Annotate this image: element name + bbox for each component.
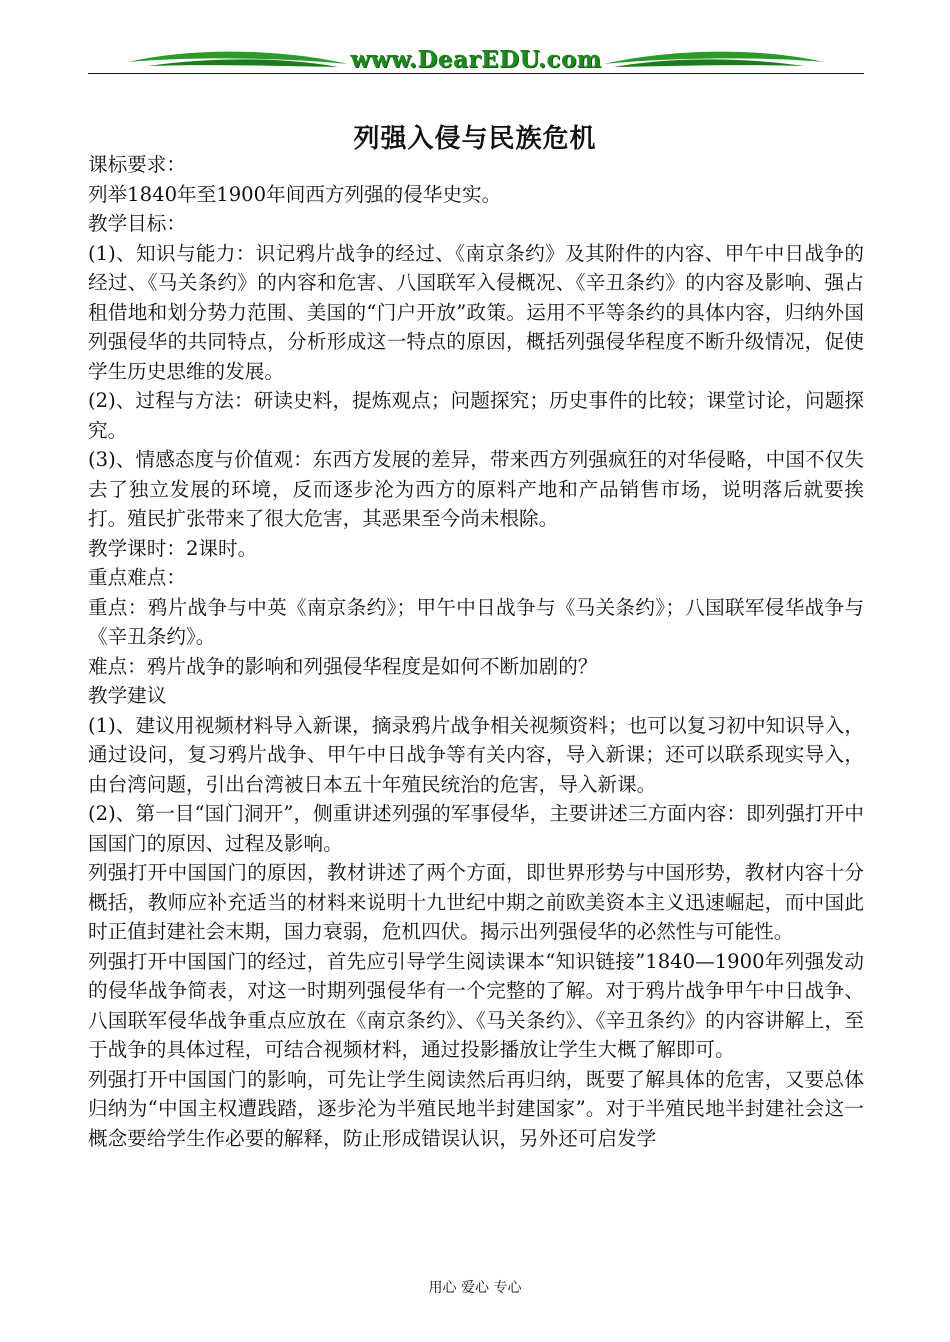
document-title: 列强入侵与民族危机 — [353, 124, 597, 154]
site-banner — [88, 40, 864, 82]
paragraph: (2)、过程与方法：研读史料，提炼观点；问题探究；历史事件的比较；课堂讨论，问题探究。 — [88, 389, 864, 442]
paragraph: 教学课时：2课时。 — [88, 536, 258, 560]
paragraph: 列强打开中国国门的原因，教材讲述了两个方面，即世界形势与中国形势，教材内容十分概括，教师应补充适当的材料来说明十九世纪中期之前欧美资本主义迅速崛起，而中国此时正值封建社会末期，国力衰弱，危机四伏。揭示出列强侵华的必然性与可能性。 — [88, 861, 864, 943]
paragraph: 重点难点： — [88, 566, 186, 589]
page-footer: 用心 爱心 专心 — [428, 1280, 522, 1296]
paragraph: 课标要求： — [88, 153, 186, 176]
paragraph: 列强打开中国国门的经过，首先应引导学生阅读课本“知识链接”1840—1900年列强发动的侵华战争简表，对这一时期列强侵华有一个完整的了解。对于鸦片战争甲午中日战争、八国联军侵华战争重点应放在《南京条约》、《马关条约》、《辛丑条约》的内容讲解上，至于战争的具体过程，可结合视频材料，通过投影播放让学生大概了解即可。 — [88, 949, 864, 1061]
site-logo-text: www.DearEDU.com — [350, 46, 602, 73]
paragraph: (2)、第一目“国门洞开”，侧重讲述列强的军事侵华，主要讲述三方面内容：即列强打开中国国门的原因、过程及影响。 — [88, 802, 864, 855]
paragraph: 教学目标： — [88, 212, 186, 235]
paragraph: (1)、知识与能力：识记鸦片战争的经过、《南京条约》及其附件的内容、甲午中日战争的经过、《马关条约》的内容和危害、八国联军入侵概况、《辛丑条约》的内容及影响、强占租借地和划分势力范围、美国的“门户开放”政策。运用不平等条约的具体内容，归纳外国列强侵华的共同特点，分析形成这一特点的原因，概括列强侵华程度不断升级情况，促使学生历史思维的发展。 — [88, 241, 864, 383]
document-body — [88, 150, 864, 1153]
paragraph: 重点：鸦片战争与中英《南京条约》；甲午中日战争与《马关条约》；八国联军侵华战争与《辛丑条约》。 — [88, 595, 864, 648]
paragraph: 教学建议 — [88, 684, 167, 707]
paragraph: (3)、情感态度与价值观：东西方发展的差异，带来西方列强疯狂的对华侵略，中国不仅失去了独立发展的环境，反而逐步沦为西方的原料产地和产品销售市场，说明落后就要挨打。殖民扩张带来了很大危害，其恶果至今尚未根除。 — [88, 448, 864, 530]
paragraph: 列强打开中国国门的影响，可先让学生阅读然后再归纳，既要了解具体的危害，又要总体归纳为“中国主权遭践踏，逐步沦为半殖民地半封建国家”。对于半殖民地半封建社会这一概念要给学生作必要的解释，防止形成错误认识，另外还可启发学 — [88, 1067, 864, 1150]
paragraph: 难点：鸦片战争的影响和列强侵华程度是如何不断加剧的？ — [88, 654, 598, 678]
paragraph: (1)、建议用视频材料导入新课，摘录鸦片战争相关视频资料；也可以复习初中知识导入，通过设问，复习鸦片战争、甲午中日战争等有关内容，导入新课；还可以联系现实导入，由台湾问题，引出台湾被日本五十年殖民统治的危害，导入新课。 — [88, 713, 864, 796]
paragraph: 列举1840年至1900年间西方列强的侵华史实。 — [88, 182, 502, 206]
header-rule — [88, 73, 864, 74]
